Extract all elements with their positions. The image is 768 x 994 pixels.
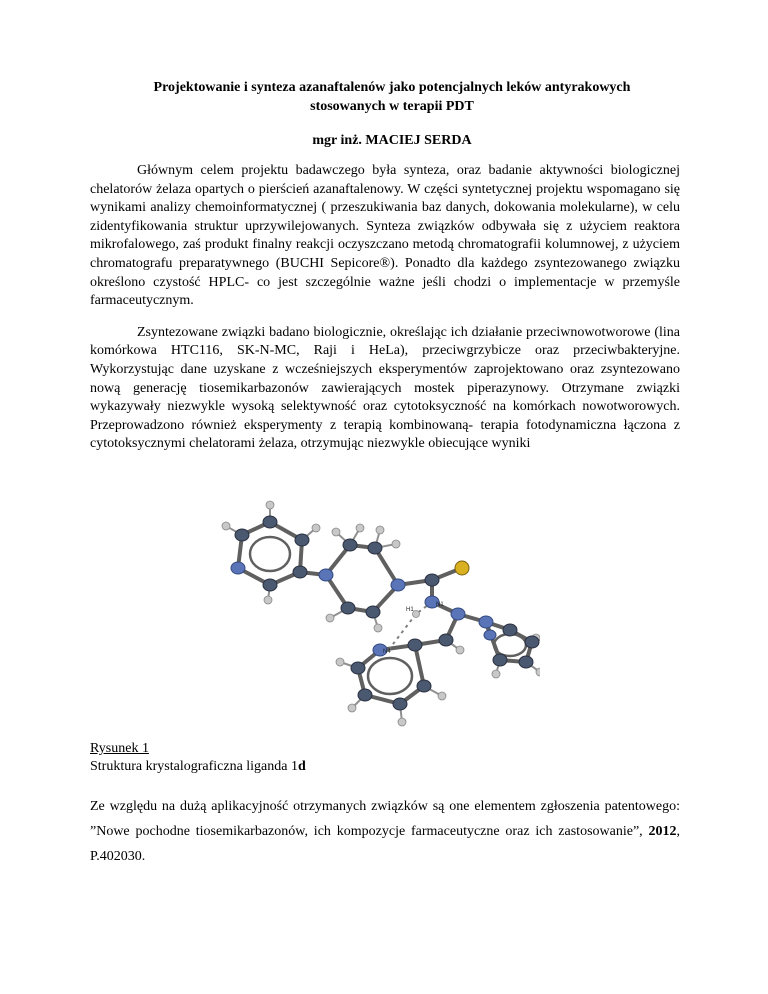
molecule-structure-image xyxy=(210,490,540,730)
patent-year: 2012 xyxy=(648,824,677,839)
label-n4: N4 xyxy=(383,649,391,655)
document-body xyxy=(90,78,680,454)
author-name: mgr inż. MACIEJ SERDA xyxy=(312,133,472,148)
figure-caption xyxy=(90,740,306,776)
patent-paragraph xyxy=(90,794,680,869)
document-title xyxy=(90,78,680,116)
paragraph-1: Głównym celem projektu badawczego była synteza, oraz badanie aktywności biologicznej chelatorów żelaza opartych o pierścień azanaftalenowy. W części syntetycznej projektu wspomagano się wynikami analizy chemoinformatycznej ( przeszukiwania baz danych, dokowania molekularne), w celu zidentyfikowania struktur uprzywilejowanych. Synteza związków odbywała się z użyciem reaktora mikrofalowego, zaś produkt finalny reakcji oczyszczano metodą chromatografii kolumnowej, z użyciem chromatografu preparatywnego (BUCHI Sepicore®). Ponadto dla każdego zsyntezowanego związku określono czystość HPLC- co jest szczególnie ważne jeśli chodzi o implementacje w przemyśle farmaceutycznym. xyxy=(90,163,680,309)
paragraph-2: Zsyntezowane związki badano biologicznie, określając ich działanie przeciwnowotworowe (lina komórkowa HTC116, SK-N-MC, Raji i HeLa), przeciwgrzybicze oraz przeciwbakteryjne. Wykorzystując dane uzyskane z wcześniejszych eksperymentów zaprojektowano oraz zsyntezowano nową generację tiosemikarbazonów zawierających mostek piperazynowy. Otrzymane związki wykazywały niezwykle wysoką selektywność oraz cytotoksyczność na komórkach nowotworowych. Przeprowadzono również eksperymenty z terapią kombinowaną- terapia fotodynamiczna łączona z cytotoksycznymi chelatorami żelaza, otrzymując niezwykle obiecujące wyniki xyxy=(90,324,680,452)
patent-number: , P.402030. xyxy=(90,824,680,864)
patent-text: Ze względu na dużą aplikacyjność otrzymanych związków są one elementem zgłoszenia patentowego: ”Nowe pochodne tiosemikarbazonów, ich kompozycje farmaceutyczne oraz ich zastosowanie”, xyxy=(90,799,680,839)
label-n1: N1 xyxy=(436,602,444,608)
caption-text: Struktura krystalograficzna liganda 1 xyxy=(90,759,298,774)
title-line-1: Projektowanie i synteza azanaftalenów jako potencjalnych leków antyrakowych xyxy=(153,80,631,95)
caption-text-bold: d xyxy=(297,759,306,774)
title-line-2: stosowanych w terapii PDT xyxy=(310,99,474,114)
crystal-structure-figure xyxy=(90,490,680,730)
label-h1: H1 xyxy=(406,607,414,613)
caption-number: Rysunek 1 xyxy=(90,741,149,756)
